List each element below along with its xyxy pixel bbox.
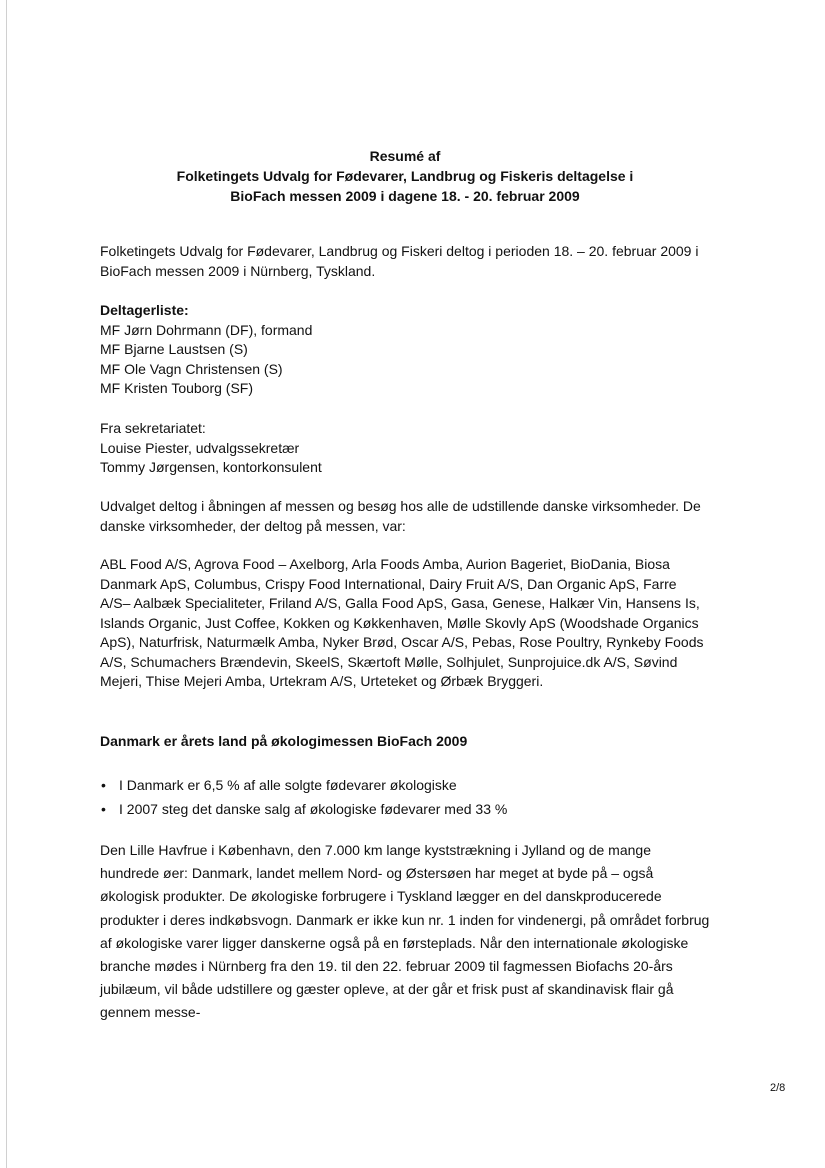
secretariat-item: Tommy Jørgensen, kontorkonsulent (100, 459, 322, 475)
secretariat-item: Louise Piester, udvalgssekretær (100, 439, 300, 456)
section-heading: Danmark er årets land på økologimessen BioFach 2009 (100, 733, 468, 749)
bullet-item (100, 797, 710, 821)
participant-item: MF Kristen Touborg (SF) (100, 380, 254, 396)
participant-item: MF Ole Vagn Christensen (S) (100, 360, 283, 377)
bullet-text: I Danmark er 6,5 % af alle solgte fødevarer økologiske (119, 777, 457, 793)
companies-paragraph: ABL Food A/S, Agrova Food – Axelborg, Arla Foods Amba, Aurion Bageriet, BioDania, Biosa Danmark ApS, Columbus, Crispy Food International, Dairy Fruit A/S, Dan Organic ApS, Farre A/S– Aalbæk Specialiteter, Friland A/S, Galla Food ApS, Gasa, Genese, Halkær Vin, Hansens Is, Islands Organic, Just Coffee, Kokken og Køkkenhaven, Mølle Skovly ApS (Woodshade Organics ApS), Naturfrisk, Naturmælk Amba, Nyker Brød, Oscar A/S, Pebas, Rose Poultry, Rynkeby Foods A/S, Schumachers Brændevin, SkeelS, Skærtoft Mølle, Solhjulet, Sunprojuice.dk A/S, Søvind Mejeri, Thise Mejeri Amba, Urtekram A/S, Urteteket og Ørbæk Bryggeri. (100, 556, 704, 689)
bullet-text: I 2007 steg det danske salg af økologiske fødevarer med 33 % (119, 801, 508, 817)
final-paragraph: Den Lille Havfrue i København, den 7.000 km lange kyststrækning i Jylland og de mange hundrede øer: Danmark, landet mellem Nord- og Østersøen har meget at byde på – også økologisk produkter. De økologiske forbrugere i Tyskland lægger en del danskproducerede produkter i deres indkøbsvogn. Danmark er ikke kun nr. 1 inden for vindenergi, på området forbrug af økologiske varer ligger danskerne også på en førsteplads. Når den internationale økologiske branche mødes i Nürnberg fra den 19. til den 22. februar 2009 til fagmessen Biofachs 20-års jubilæum, vil både udstillere og gæster opleve, at der går et frisk pust af skandinavisk flair gå gennem messe- (100, 842, 710, 1021)
title-line: Folketingets Udvalg for Fødevarer, Landbrug og Fiskeris deltagelse i (176, 168, 634, 184)
title-line: Resumé af (369, 148, 441, 164)
companies-intro-paragraph: Udvalget deltog i åbningen af messen og besøg hos alle de udstillende danske virksomheder. De danske virksomheder, der deltog på messen, var: (100, 498, 701, 534)
participant-list (100, 301, 710, 399)
title-line: BioFach messen 2009 i dagene 18. - 20. februar 2009 (230, 188, 580, 204)
document-title (100, 146, 710, 206)
participant-item: MF Bjarne Laustsen (S) (100, 341, 248, 357)
participant-item: MF Jørn Dohrmann (DF), formand (100, 321, 313, 338)
secretariat-heading: Fra sekretariatet: (100, 420, 206, 436)
participant-heading: Deltagerliste: (100, 302, 189, 318)
bullet-list (100, 773, 710, 821)
secretariat-list (100, 419, 710, 478)
bullet-icon: • (101, 801, 106, 817)
bullet-item (100, 773, 710, 797)
scan-edge-line (6, 0, 7, 1168)
bullet-icon: • (101, 777, 106, 793)
page-number: 2/8 (770, 1082, 786, 1094)
intro-paragraph: Folketingets Udvalg for Fødevarer, Landbrug og Fiskeri deltog i perioden 18. – 20. februar 2009 i BioFach messen 2009 i Nürnberg, Tyskland. (100, 243, 699, 279)
